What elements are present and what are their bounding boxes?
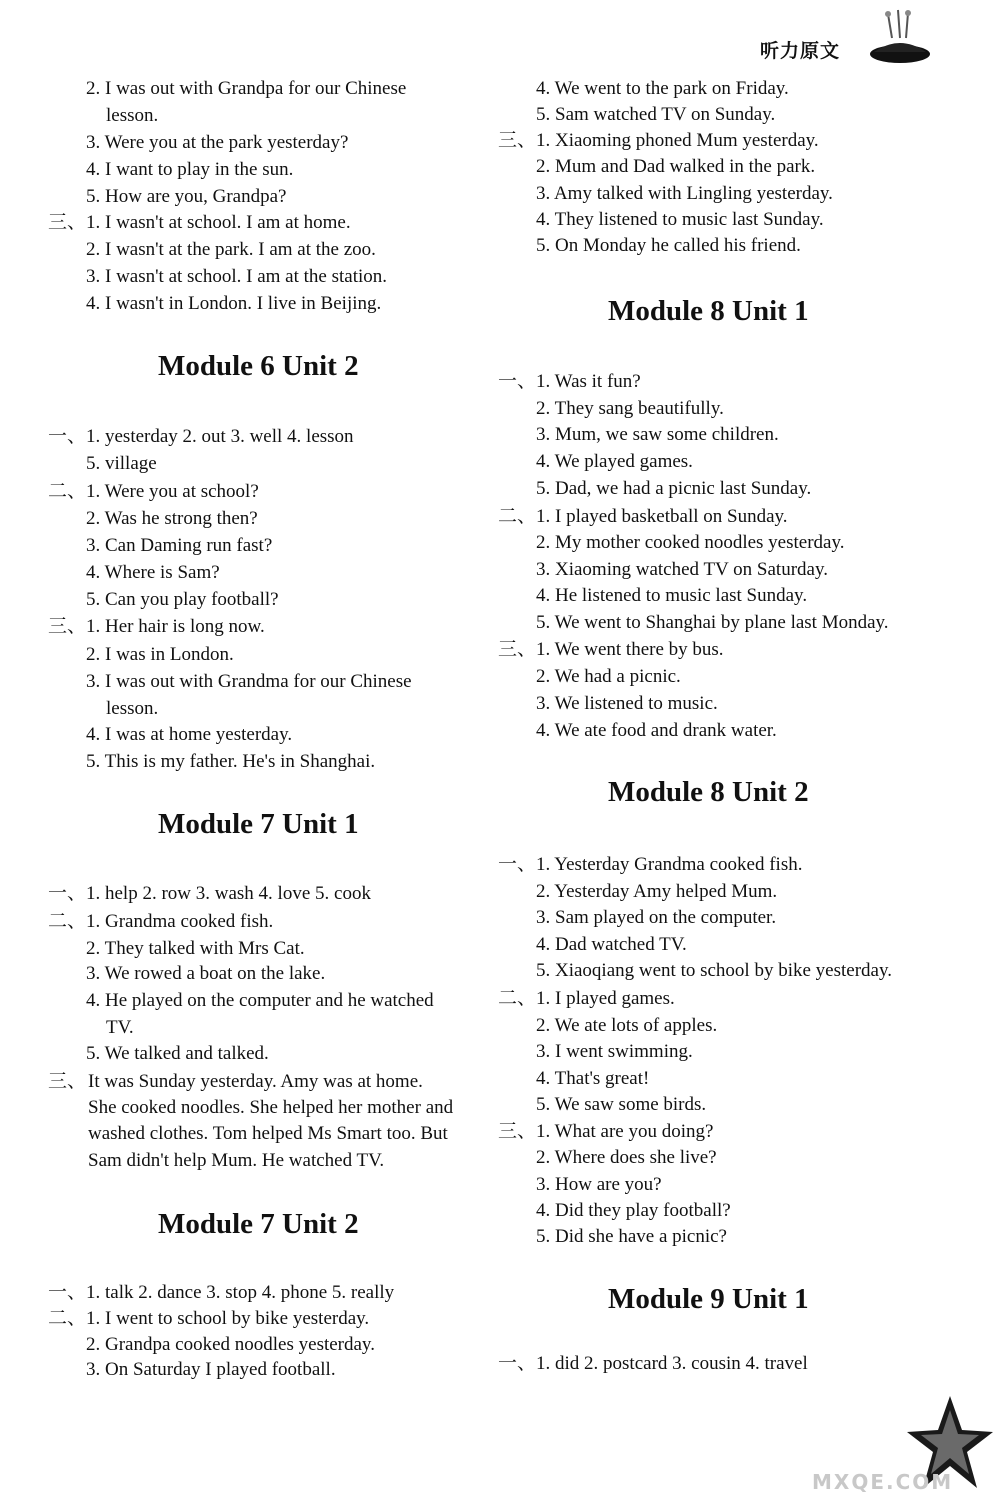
part-marker: 二、	[498, 988, 537, 1009]
text-line: 4. Where is Sam?	[86, 562, 220, 583]
section-title: Module 9 Unit 1	[608, 1283, 809, 1315]
text-line: 5. Did she have a picnic?	[536, 1226, 727, 1247]
text-line: 4. He listened to music last Sunday.	[536, 585, 808, 606]
text-line: 3. I went swimming.	[536, 1041, 693, 1062]
text-line: 2. They sang beautifully.	[536, 398, 724, 419]
text-line: 1. I played basketball on Sunday.	[536, 506, 788, 527]
text-line: 1. Yesterday Grandma cooked fish.	[536, 854, 803, 875]
text-line: 2. I wasn't at the park. I am at the zoo.	[86, 239, 376, 260]
text-line: Sam didn't help Mum. He watched TV.	[88, 1150, 385, 1171]
part-marker: 一、	[48, 883, 87, 904]
text-line: 5. We talked and talked.	[86, 1043, 269, 1064]
text-line: 4. He played on the computer and he watched	[86, 990, 434, 1011]
trophy-logo-icon	[868, 4, 932, 66]
text-line: 3. Can Daming run fast?	[86, 535, 273, 556]
text-line: 3. Sam played on the computer.	[536, 907, 777, 928]
text-line: 5. This is my father. He's in Shanghai.	[86, 751, 376, 772]
text-line: 3. I was out with Grandma for our Chinese	[86, 671, 412, 692]
text-line: 3. I wasn't at school. I am at the station.	[86, 266, 388, 287]
text-line: 5. We saw some birds.	[536, 1094, 707, 1115]
text-line: 2. I was out with Grandpa for our Chinese	[86, 78, 407, 99]
text-line: 2. I was in London.	[86, 644, 234, 665]
text-line: 2. Was he strong then?	[86, 508, 258, 529]
part-marker: 一、	[48, 1282, 87, 1303]
text-line: 2. We had a picnic.	[536, 666, 681, 687]
text-line: 1. yesterday 2. out 3. well 4. lesson	[86, 426, 354, 447]
text-line: 3. We rowed a boat on the lake.	[86, 963, 326, 984]
part-marker: 二、	[48, 1308, 87, 1329]
text-line: 3. How are you?	[536, 1174, 662, 1195]
part-marker: 一、	[48, 426, 87, 447]
part-marker: 二、	[48, 911, 87, 932]
text-line: lesson.	[106, 698, 159, 719]
text-line: 4. They listened to music last Sunday.	[536, 209, 824, 230]
text-line: 1. I went to school by bike yesterday.	[86, 1308, 370, 1329]
part-marker: 一、	[498, 371, 537, 392]
text-line: It was Sunday yesterday. Amy was at home.	[88, 1071, 423, 1092]
text-line: 2. My mother cooked noodles yesterday.	[536, 532, 845, 553]
part-marker: 二、	[48, 481, 87, 502]
text-line: 3. Xiaoming watched TV on Saturday.	[536, 559, 828, 580]
text-line: 1. Were you at school?	[86, 481, 259, 502]
text-line: 3. We listened to music.	[536, 693, 718, 714]
text-line: lesson.	[106, 105, 159, 126]
text-line: 3. Mum, we saw some children.	[536, 424, 779, 445]
text-line: 2. Grandpa cooked noodles yesterday.	[86, 1334, 375, 1355]
text-line: 3. Were you at the park yesterday?	[86, 132, 349, 153]
text-line: 5. Sam watched TV on Sunday.	[536, 104, 776, 125]
text-line: 4. We went to the park on Friday.	[536, 78, 789, 99]
text-line: 1. Was it fun?	[536, 371, 641, 392]
part-marker: 二、	[498, 506, 537, 527]
section-title: Module 7 Unit 2	[158, 1208, 359, 1240]
part-marker: 三、	[48, 212, 87, 233]
text-line: 1. I wasn't at school. I am at home.	[86, 212, 351, 233]
text-line: 4. Did they play football?	[536, 1200, 731, 1221]
text-line: 5. We went to Shanghai by plane last Monday.	[536, 612, 889, 633]
text-line: 4. I wasn't in London. I live in Beijing.	[86, 293, 382, 314]
section-title: Module 8 Unit 1	[608, 295, 809, 327]
text-line: She cooked noodles. She helped her mother and	[88, 1097, 454, 1118]
text-line: 1. I played games.	[536, 988, 675, 1009]
part-marker: 一、	[498, 854, 537, 875]
text-line: 5. Can you play football?	[86, 589, 279, 610]
text-line: 2. They talked with Mrs Cat.	[86, 938, 305, 959]
section-title: Module 6 Unit 2	[158, 350, 359, 382]
watermark-text: MXQE.COM	[812, 1470, 954, 1494]
text-line: 2. Where does she live?	[536, 1147, 717, 1168]
text-line: 5. village	[86, 453, 157, 474]
text-line: 3. Amy talked with Lingling yesterday.	[536, 183, 833, 204]
text-line: 4. I want to play in the sun.	[86, 159, 294, 180]
part-marker: 三、	[498, 639, 537, 660]
text-line: 1. help 2. row 3. wash 4. love 5. cook	[86, 883, 371, 904]
page-header-title: 听力原文	[760, 40, 841, 62]
text-line: 1. What are you doing?	[536, 1121, 714, 1142]
text-line: 1. talk 2. dance 3. stop 4. phone 5. really	[86, 1282, 395, 1303]
text-line: 5. Xiaoqiang went to school by bike yesterday.	[536, 960, 892, 981]
text-line: 4. We played games.	[536, 451, 693, 472]
section-title: Module 7 Unit 1	[158, 808, 359, 840]
text-line: 1. We went there by bus.	[536, 639, 724, 660]
text-line: 4. I was at home yesterday.	[86, 724, 293, 745]
text-line: 4. Dad watched TV.	[536, 934, 687, 955]
text-line: 2. We ate lots of apples.	[536, 1015, 718, 1036]
part-marker: 一、	[498, 1353, 537, 1374]
text-line: 5. On Monday he called his friend.	[536, 235, 801, 256]
text-line: 2. Yesterday Amy helped Mum.	[536, 881, 778, 902]
section-title: Module 8 Unit 2	[608, 776, 809, 808]
text-line: 1. Xiaoming phoned Mum yesterday.	[536, 130, 819, 151]
part-marker: 三、	[48, 616, 87, 637]
text-line: 5. Dad, we had a picnic last Sunday.	[536, 478, 812, 499]
text-line: 1. Grandma cooked fish.	[86, 911, 274, 932]
text-line: 2. Mum and Dad walked in the park.	[536, 156, 816, 177]
part-marker: 三、	[48, 1071, 87, 1092]
text-line: 4. We ate food and drank water.	[536, 720, 777, 741]
text-line: washed clothes. Tom helped Ms Smart too. But	[88, 1123, 448, 1144]
text-line: 1. did 2. postcard 3. cousin 4. travel	[536, 1353, 808, 1374]
text-line: TV.	[106, 1017, 134, 1038]
text-line: 1. Her hair is long now.	[86, 616, 265, 637]
part-marker: 三、	[498, 130, 537, 151]
text-line: 5. How are you, Grandpa?	[86, 186, 287, 207]
part-marker: 三、	[498, 1121, 537, 1142]
text-line: 4. That's great!	[536, 1068, 650, 1089]
text-line: 3. On Saturday I played football.	[86, 1359, 336, 1380]
